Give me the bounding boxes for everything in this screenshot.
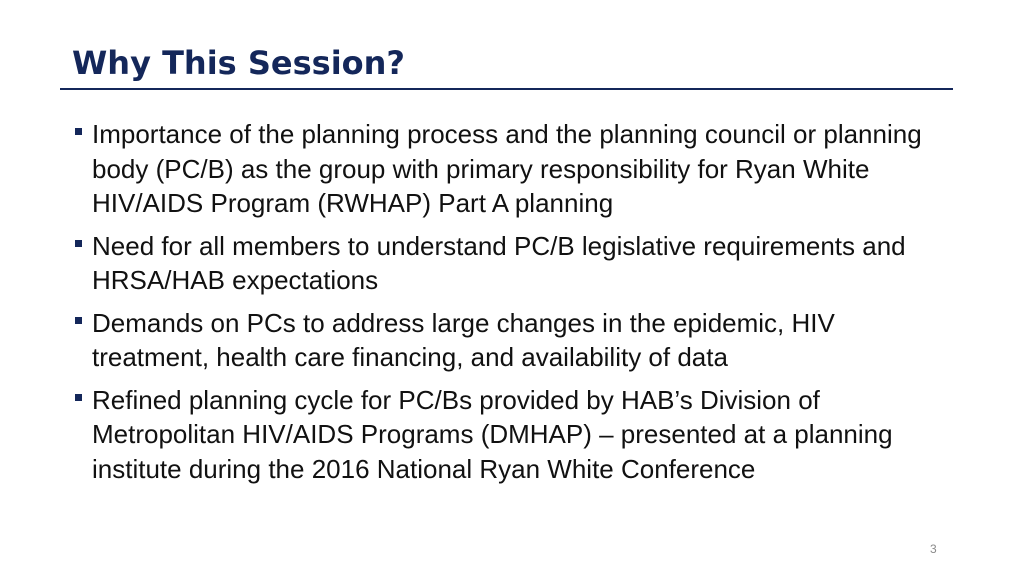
- square-bullet-icon: [75, 317, 82, 324]
- bullet-text: Need for all members to understand PC/B legislative requirements and HRSA/HAB expectations: [92, 230, 906, 295]
- bullet-item: [72, 229, 952, 298]
- page-number: 3: [930, 542, 937, 556]
- bullet-list: [72, 117, 952, 494]
- bullet-item: [72, 383, 952, 487]
- slide-title: Why This Session?: [72, 44, 405, 82]
- square-bullet-icon: [75, 240, 82, 247]
- bullet-item: [72, 117, 952, 221]
- bullet-text: Importance of the planning process and the planning council or planning body (PC/B) as the group with primary responsibility for Ryan White HIV/AIDS Program (RWHAP) Part A planning: [92, 119, 922, 218]
- bullet-item: [72, 306, 952, 375]
- title-underline-rule: [60, 88, 953, 90]
- bullet-text: Demands on PCs to address large changes in the epidemic, HIV treatment, health care financing, and availability of data: [92, 307, 835, 372]
- square-bullet-icon: [75, 128, 82, 135]
- square-bullet-icon: [75, 394, 82, 401]
- bullet-text: Refined planning cycle for PC/Bs provided by HAB’s Division of Metropolitan HIV/AIDS Programs (DMHAP) – presented at a planning institute during the 2016 National Ryan White Conference: [92, 384, 893, 484]
